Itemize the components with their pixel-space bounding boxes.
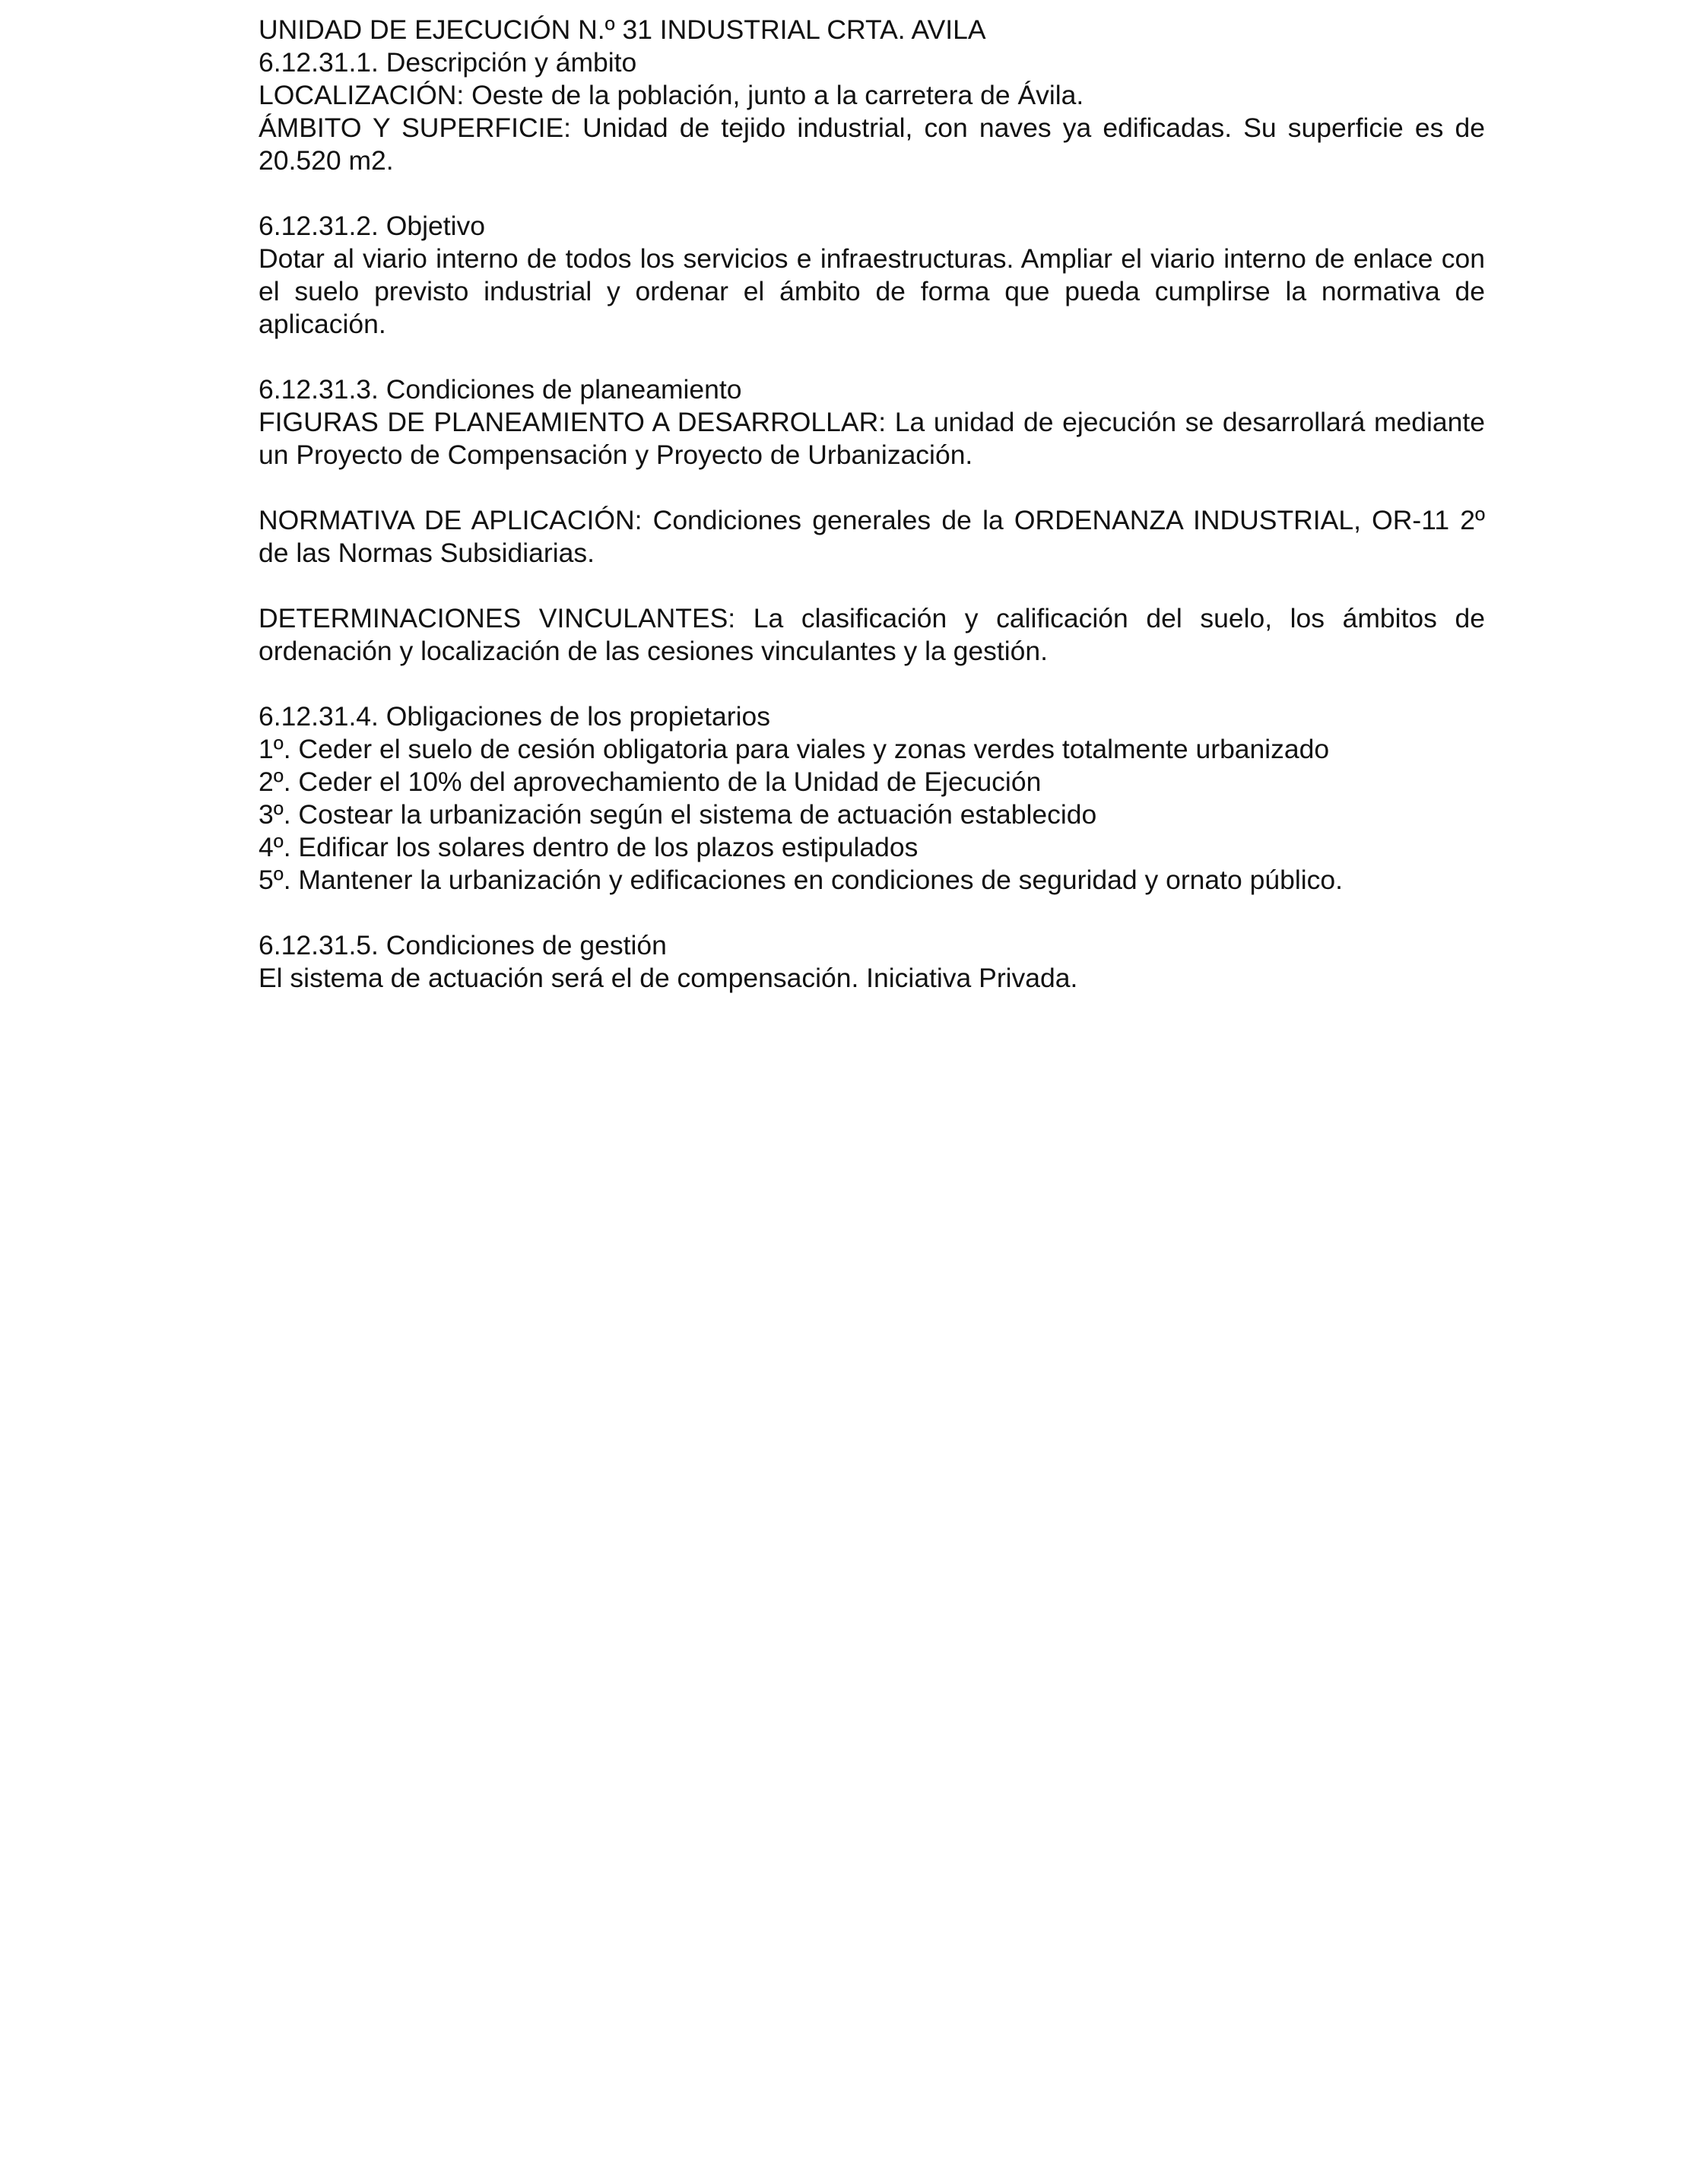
section-heading-planeamiento: 6.12.31.3. Condiciones de planeamiento	[259, 374, 742, 405]
objetivo-text: Dotar al viario interno de todos los servicios e infraestructuras. Ampliar el viario interno de enlace con el suelo previsto industrial y ordenar el ámbito de forma que pueda cumplirse la normativa de aplicación.	[259, 243, 1485, 339]
section-heading-descripcion: 6.12.31.1. Descripción y ámbito	[259, 47, 637, 78]
spacer	[259, 341, 1485, 373]
gestion-text: El sistema de actuación será el de compensación. Iniciativa Privada.	[259, 963, 1078, 993]
ambito-superficie-text: ÁMBITO Y SUPERFICIE: Unidad de tejido industrial, con naves ya edificadas. Su superficie es de 20.520 m2.	[259, 113, 1485, 176]
section-heading-objetivo: 6.12.31.2. Objetivo	[259, 211, 486, 241]
spacer	[259, 668, 1485, 700]
section-heading-obligaciones: 6.12.31.4. Obligaciones de los propietarios	[259, 701, 770, 732]
localizacion-text: LOCALIZACIÓN: Oeste de la población, junto a la carretera de Ávila.	[259, 80, 1084, 110]
normativa-aplicacion-text: NORMATIVA DE APLICACIÓN: Condiciones generales de la ORDENANZA INDUSTRIAL, OR-11 2º de las Normas Subsidiarias.	[259, 505, 1485, 568]
determinaciones-vinculantes-text: DETERMINACIONES VINCULANTES: La clasificación y calificación del suelo, los ámbitos de ordenación y localización de las cesiones vinculantes y la gestión.	[259, 603, 1485, 666]
list-item: 4º. Edificar los solares dentro de los plazos estipulados	[259, 832, 919, 862]
list-item: 5º. Mantener la urbanización y edificaciones en condiciones de seguridad y ornato público.	[259, 865, 1343, 895]
spacer	[259, 471, 1485, 504]
figuras-planeamiento-text: FIGURAS DE PLANEAMIENTO A DESARROLLAR: La unidad de ejecución se desarrollará mediante un Proyecto de Compensación y Proyecto de Urbanización.	[259, 407, 1485, 470]
list-item: 3º. Costear la urbanización según el sistema de actuación establecido	[259, 799, 1097, 830]
section-heading-gestion: 6.12.31.5. Condiciones de gestión	[259, 930, 667, 960]
spacer	[259, 570, 1485, 602]
list-item: 2º. Ceder el 10% del aprovechamiento de la Unidad de Ejecución	[259, 767, 1042, 797]
spacer	[259, 177, 1485, 210]
document-title: UNIDAD DE EJECUCIÓN N.º 31 INDUSTRIAL CRTA. AVILA	[259, 14, 986, 45]
list-item: 1º. Ceder el suelo de cesión obligatoria para viales y zonas verdes totalmente urbanizado	[259, 734, 1330, 764]
spacer	[259, 897, 1485, 929]
document-page	[259, 14, 1485, 995]
